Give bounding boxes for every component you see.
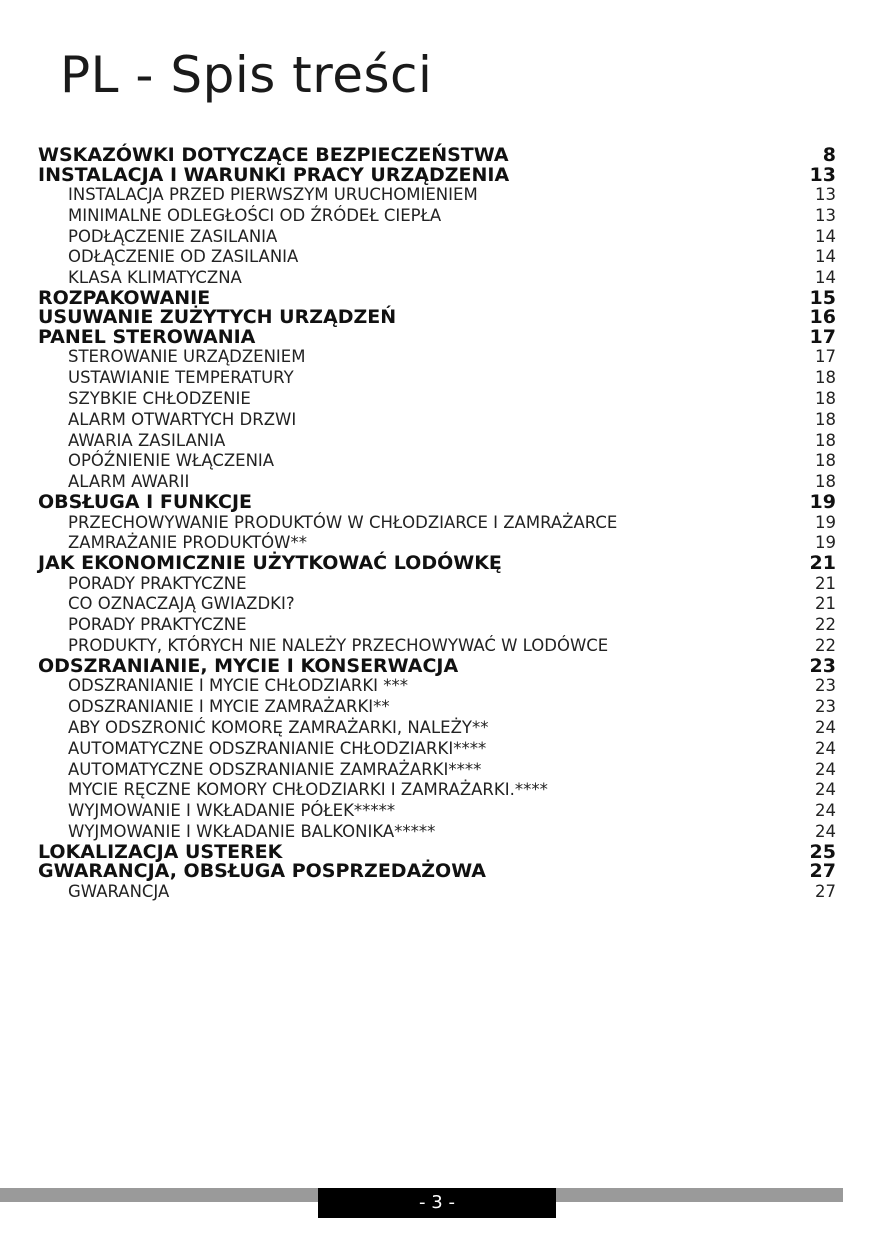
toc-entry-label: USUWANIE ZUŻYTYCH URZĄDZEŃ bbox=[38, 306, 397, 329]
toc-entry-page: 24 bbox=[815, 780, 836, 800]
toc-section bbox=[38, 654, 836, 677]
toc-entry-label: ROZPAKOWANIE bbox=[38, 286, 211, 309]
toc-entry-page: 16 bbox=[809, 306, 836, 329]
toc-entry-label: WYJMOWANIE I WKŁADANIE PÓŁEK***** bbox=[68, 801, 396, 821]
toc-section bbox=[38, 325, 836, 348]
toc-subsection bbox=[38, 697, 836, 718]
toc-section bbox=[38, 554, 836, 574]
page-number: - 3 - bbox=[318, 1188, 556, 1218]
toc-entry-label: INSTALACJA I WARUNKI PRACY URZĄDZENIA bbox=[38, 163, 510, 186]
toc-entry-label: LOKALIZACJA USTEREK bbox=[38, 840, 283, 863]
toc-entry-page: 14 bbox=[815, 268, 836, 288]
table-of-contents bbox=[38, 146, 836, 903]
toc-subsection bbox=[38, 801, 836, 822]
toc-entry-label: ABY ODSZRONIĆ KOMORĘ ZAMRAŻARKI, NALEŻY** bbox=[68, 717, 489, 737]
toc-entry-page: 23 bbox=[815, 676, 836, 696]
toc-entry-page: 15 bbox=[809, 286, 836, 309]
toc-entry-label: ALARM AWARII bbox=[68, 472, 190, 492]
toc-entry-label: OPÓŹNIENIE WŁĄCZENIA bbox=[68, 451, 275, 471]
toc-entry-label: PORADY PRAKTYCZNE bbox=[68, 573, 247, 593]
toc-entry-page: 18 bbox=[815, 451, 836, 471]
page-title: PL - Spis treści bbox=[60, 46, 433, 104]
toc-entry-label: MYCIE RĘCZNE KOMORY CHŁODZIARKI I ZAMRAŻARKI.**** bbox=[68, 780, 548, 800]
toc-entry-page: 24 bbox=[815, 821, 836, 841]
toc-subsection bbox=[38, 718, 836, 739]
toc-entry-label: CO OZNACZAJĄ GWIAZDKI? bbox=[68, 594, 295, 614]
toc-entry-page: 22 bbox=[815, 615, 836, 635]
toc-entry-page: 21 bbox=[815, 594, 836, 614]
toc-subsection bbox=[38, 615, 836, 636]
toc-entry-label: ODSZRANIANIE, MYCIE I KONSERWACJA bbox=[38, 654, 459, 677]
toc-entry-label: INSTALACJA PRZED PIERWSZYM URUCHOMIENIEM bbox=[68, 185, 478, 204]
toc-subsection bbox=[38, 574, 836, 595]
toc-subsection bbox=[38, 410, 836, 431]
toc-subsection bbox=[38, 451, 836, 472]
toc-entry-label: ODSZRANIANIE I MYCIE CHŁODZIARKI *** bbox=[68, 676, 409, 696]
toc-subsection bbox=[38, 513, 836, 534]
toc-entry-label: KLASA KLIMATYCZNA bbox=[68, 268, 242, 288]
toc-entry-page: 13 bbox=[815, 185, 836, 204]
toc-entry-page: 18 bbox=[815, 472, 836, 492]
toc-entry-page: 14 bbox=[815, 247, 836, 267]
toc-entry-page: 17 bbox=[809, 325, 836, 348]
toc-entry-page: 21 bbox=[815, 573, 836, 593]
toc-entry-page: 8 bbox=[822, 144, 836, 166]
toc-entry-page: 23 bbox=[809, 654, 836, 677]
toc-subsection bbox=[38, 594, 836, 615]
toc-subsection bbox=[38, 268, 836, 289]
toc-entry-page: 19 bbox=[815, 512, 836, 532]
toc-entry-label: ZAMRAŻANIE PRODUKTÓW** bbox=[68, 533, 307, 553]
toc-entry-label: STEROWANIE URZĄDZENIEM bbox=[68, 347, 306, 367]
toc-entry-label: ODSZRANIANIE I MYCIE ZAMRAŻARKI** bbox=[68, 697, 390, 717]
toc-subsection bbox=[38, 389, 836, 410]
toc-entry-label: PRODUKTY, KTÓRYCH NIE NALEŻY PRZECHOWYWAĆ W LODÓWCE bbox=[68, 636, 609, 656]
toc-entry-label: AWARIA ZASILANIA bbox=[68, 430, 226, 450]
toc-entry-page: 18 bbox=[815, 430, 836, 450]
toc-entry-page: 18 bbox=[815, 368, 836, 388]
toc-subsection bbox=[38, 247, 836, 268]
toc-entry-page: 19 bbox=[809, 491, 836, 514]
toc-subsection bbox=[38, 368, 836, 389]
toc-entry-page: 24 bbox=[815, 717, 836, 737]
toc-subsection bbox=[38, 227, 836, 248]
toc-entry-page: 23 bbox=[815, 697, 836, 717]
toc-entry-label: JAK EKONOMICZNIE UŻYTKOWAĆ LODÓWKĘ bbox=[38, 552, 502, 575]
toc-subsection bbox=[38, 431, 836, 452]
toc-entry-page: 13 bbox=[815, 205, 836, 225]
toc-entry-page: 27 bbox=[815, 881, 836, 901]
toc-entry-page: 25 bbox=[809, 840, 836, 863]
toc-section bbox=[38, 493, 836, 513]
toc-entry-label: GWARANCJA, OBSŁUGA POSPRZEDAŻOWA bbox=[38, 860, 487, 883]
toc-entry-label: AUTOMATYCZNE ODSZRANIANIE CHŁODZIARKI**** bbox=[68, 738, 487, 758]
toc-section bbox=[38, 146, 836, 166]
toc-subsection bbox=[38, 882, 836, 903]
toc-entry-label: MINIMALNE ODLEGŁOŚCI OD ŹRÓDEŁ CIEPŁA bbox=[68, 205, 442, 225]
toc-entry-page: 19 bbox=[815, 533, 836, 553]
toc-subsection bbox=[38, 472, 836, 493]
toc-subsection bbox=[38, 676, 836, 697]
toc-entry-page: 21 bbox=[809, 552, 836, 575]
toc-entry-page: 24 bbox=[815, 759, 836, 779]
toc-entry-label: WYJMOWANIE I WKŁADANIE BALKONIKA***** bbox=[68, 821, 436, 841]
toc-entry-label: USTAWIANIE TEMPERATURY bbox=[68, 368, 294, 388]
toc-entry-page: 18 bbox=[815, 409, 836, 429]
toc-subsection bbox=[38, 760, 836, 781]
toc-subsection bbox=[38, 822, 836, 843]
toc-subsection bbox=[38, 780, 836, 801]
toc-entry-page: 14 bbox=[815, 226, 836, 246]
toc-entry-page: 22 bbox=[815, 636, 836, 656]
toc-entry-label: AUTOMATYCZNE ODSZRANIANIE ZAMRAŻARKI**** bbox=[68, 759, 482, 779]
toc-entry-page: 13 bbox=[809, 163, 836, 186]
toc-entry-page: 24 bbox=[815, 801, 836, 821]
toc-subsection bbox=[38, 739, 836, 760]
toc-section bbox=[38, 163, 836, 186]
toc-entry-page: 24 bbox=[815, 738, 836, 758]
toc-subsection bbox=[38, 636, 836, 657]
toc-entry-label: ODŁĄCZENIE OD ZASILANIA bbox=[68, 247, 299, 267]
toc-entry-label: PRZECHOWYWANIE PRODUKTÓW W CHŁODZIARCE I ZAMRAŻARCE bbox=[68, 512, 618, 532]
toc-entry-page: 18 bbox=[815, 389, 836, 409]
toc-entry-label: PODŁĄCZENIE ZASILANIA bbox=[68, 226, 278, 246]
toc-entry-label: PANEL STEROWANIA bbox=[38, 325, 256, 348]
toc-subsection bbox=[38, 347, 836, 368]
toc-entry-label: PORADY PRAKTYCZNE bbox=[68, 615, 247, 635]
toc-subsection bbox=[38, 185, 836, 206]
toc-entry-label: SZYBKIE CHŁODZENIE bbox=[68, 389, 251, 409]
toc-entry-label: GWARANCJA bbox=[68, 881, 170, 901]
toc-section bbox=[38, 862, 836, 882]
toc-entry-page: 17 bbox=[815, 347, 836, 367]
toc-entry-label: OBSŁUGA I FUNKCJE bbox=[38, 491, 253, 514]
toc-entry-page: 27 bbox=[809, 860, 836, 883]
toc-entry-label: WSKAZÓWKI DOTYCZĄCE BEZPIECZEŃSTWA bbox=[38, 144, 509, 166]
toc-entry-label: ALARM OTWARTYCH DRZWI bbox=[68, 409, 297, 429]
toc-subsection bbox=[38, 206, 836, 227]
